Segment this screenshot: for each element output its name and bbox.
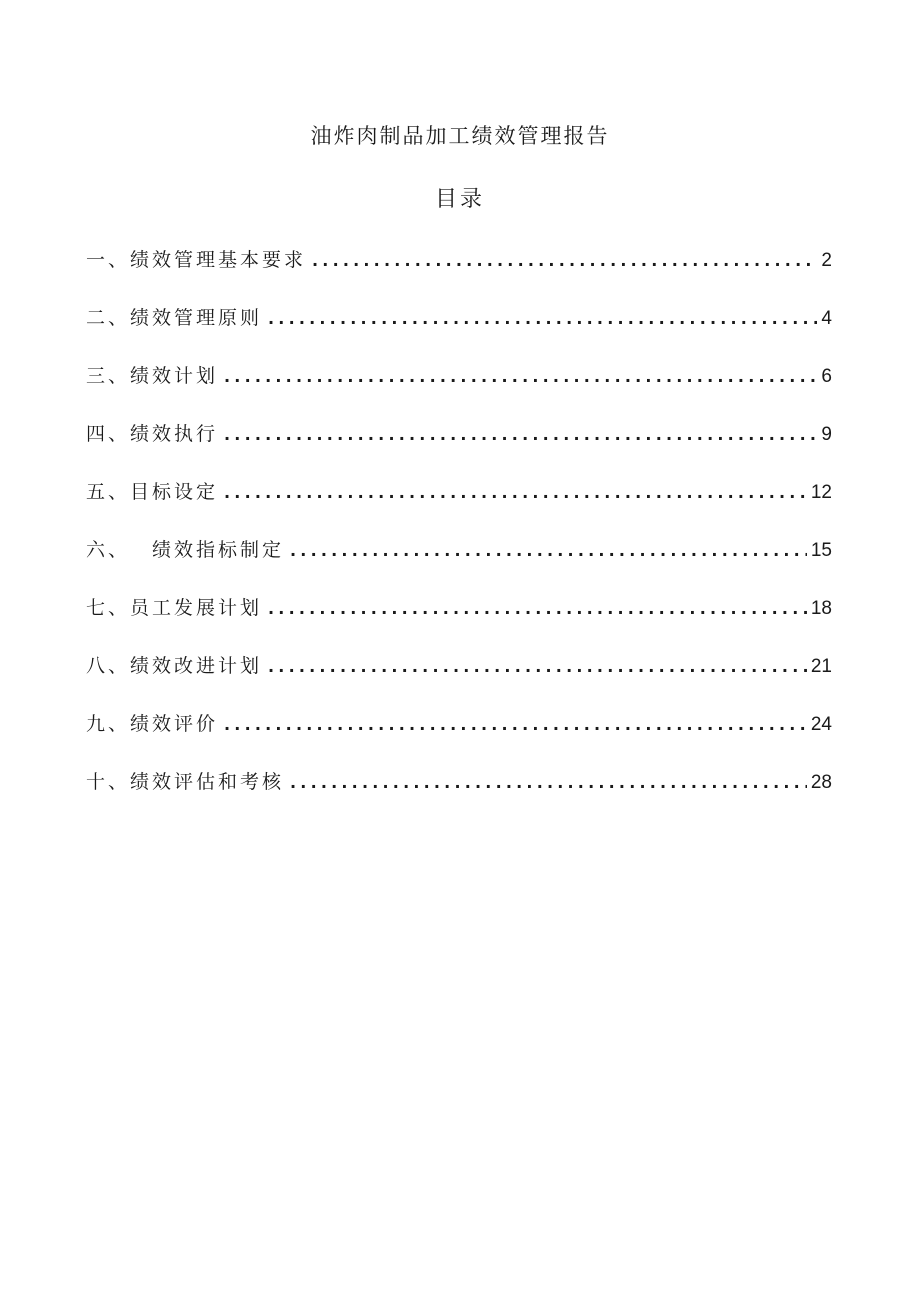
toc-entry-page: 2: [821, 250, 832, 271]
table-of-contents: [86, 244, 832, 824]
toc-dot-leader: [224, 709, 807, 741]
toc-entry-page: 9: [821, 424, 832, 445]
toc-entry-label: 十、绩效评估和考核: [86, 771, 285, 793]
toc-entry-page: 28: [810, 772, 832, 793]
toc-entry[interactable]: [86, 650, 832, 708]
toc-dot-leader: [312, 245, 817, 277]
toc-entry-label: [86, 534, 284, 566]
toc-dot-leader: [268, 303, 817, 335]
toc-entry-label: 七、员工发展计划: [86, 597, 263, 619]
toc-entry-label: 九、绩效评价: [86, 713, 219, 735]
toc-dot-leader: [290, 767, 807, 799]
toc-entry-page: 24: [810, 714, 832, 735]
toc-entry-page: 15: [810, 540, 832, 561]
toc-entry-page: 4: [821, 308, 832, 329]
toc-dot-leader: [224, 361, 817, 393]
toc-entry[interactable]: [86, 766, 832, 824]
toc-entry-label: 五、目标设定: [86, 481, 219, 503]
toc-entry[interactable]: [86, 244, 832, 302]
toc-entry[interactable]: [86, 360, 832, 418]
toc-entry[interactable]: [86, 708, 832, 766]
toc-entry[interactable]: [86, 418, 832, 476]
toc-entry[interactable]: [86, 534, 832, 592]
toc-entry-text: 绩效指标制定: [152, 539, 285, 561]
toc-dot-leader: [224, 419, 817, 451]
toc-dot-leader: [268, 651, 807, 683]
toc-entry[interactable]: [86, 476, 832, 534]
toc-entry-label: 四、绩效执行: [86, 423, 219, 445]
toc-entry-label: 三、绩效计划: [86, 365, 219, 387]
toc-entry-label: 八、绩效改进计划: [86, 655, 263, 677]
toc-entry-page: 18: [810, 598, 832, 619]
toc-entry-number: 六、: [86, 539, 131, 561]
toc-entry-label: 一、绩效管理基本要求: [86, 249, 307, 271]
toc-entry-page: 12: [810, 482, 832, 503]
toc-dot-leader: [290, 535, 807, 567]
toc-dot-leader: [268, 593, 807, 625]
toc-entry[interactable]: [86, 592, 832, 650]
toc-heading: 目录: [434, 187, 485, 212]
toc-entry-label: 二、绩效管理原则: [86, 307, 263, 329]
toc-entry-page: 6: [821, 366, 832, 387]
document-title: 油炸肉制品加工绩效管理报告: [310, 124, 610, 148]
toc-dot-leader: [224, 477, 807, 509]
toc-entry-page: 21: [810, 656, 832, 677]
toc-entry[interactable]: [86, 302, 832, 360]
